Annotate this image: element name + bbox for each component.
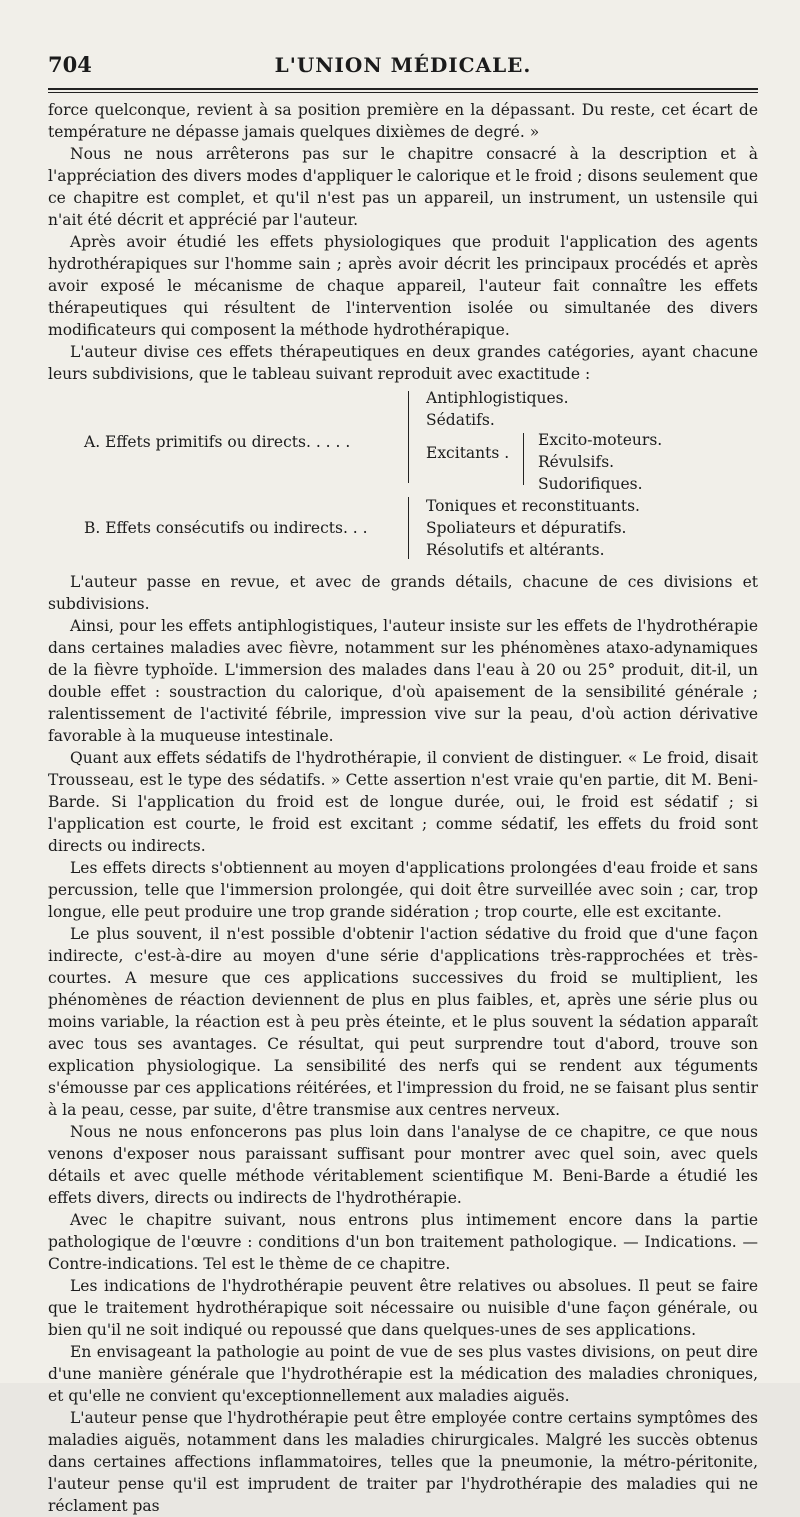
header-rule (48, 88, 758, 93)
paragraphs-bottom (48, 571, 758, 1517)
category-b-item: Résolutifs et altérants. (426, 541, 605, 559)
category-a-label: A. Effets primitifs ou directs. . . . . (84, 433, 351, 451)
excitants-label: Excitants . (426, 444, 510, 462)
brace-excitants (523, 433, 524, 485)
paragraph: En envisageant la pathologie au point de vue de ses plus vastes divisions, on peut dire d'une manière générale que l'hydrothérapie est la médication des maladies chroniques, et qu'elle ne convient qu'exceptionnellement aux maladies aiguës. (48, 1343, 758, 1405)
running-title: L'UNION MÉDICALE. (274, 53, 532, 77)
brace-b (408, 497, 409, 559)
page-header (48, 52, 758, 88)
paragraph: L'auteur divise ces effets thérapeutiques en deux grandes catégories, ayant chacune leurs subdivisions, que le tableau suivant reproduit avec exactitude : (48, 343, 758, 383)
category-a-item: Antiphlogistiques. (426, 389, 569, 407)
paragraph: Le plus souvent, il n'est possible d'obtenir l'action sédative du froid que d'une façon indirecte, c'est-à-dire au moyen d'une série d'applications très-rapprochées et très-courtes. A mesure que ces applications successives du froid se multiplient, les phénomènes de réaction deviennent de plus en plus faibles, et, après une série plus ou moins variable, la réaction est à peu près éteinte, et le plus souvent la sédation apparaît avec tous ses avantages. Ce résultat, qui peut surprendre tout d'abord, trouve son explication physiologique. La sensibilité des nerfs qui se rendent aux téguments s'émousse par ces applications réitérées, et l'impression du froid, ne se faisant plus sentir à la peau, cesse, par suite, d'être transmise aux centres nerveux. (48, 925, 758, 1119)
body-text (48, 99, 758, 1517)
paragraph: L'auteur pense que l'hydrothérapie peut être employée contre certains symptômes des maladies aiguës, notamment dans les maladies chirurgicales. Malgré les succès obtenus dans certaines affections inflammatoires, telles que la pneumonie, la métro-péritonite, l'auteur pense qu'il est imprudent de traiter par l'hydrothérapie des maladies qui ne réclament pas (48, 1409, 758, 1515)
excitants-sub-item: Excito-moteurs. (538, 431, 663, 449)
paragraph: L'auteur passe en revue, et avec de grands détails, chacune de ces divisions et subdivisions. (48, 573, 758, 613)
paragraph: Ainsi, pour les effets antiphlogistiques, l'auteur insiste sur les effets de l'hydrothérapie dans certaines maladies avec fièvre, notamment sur les phénomènes ataxo-adynamiques de la fièvre typhoïde. L'immersion des malades dans l'eau à 20 ou 25° produit, dit-il, un double effet : soustraction du calorique, d'où apaisement de la sensibilité générale ; ralentissement de l'activité fébrile, impression vive sur la peau, d'où action dérivative favorable à la muqueuse intestinale. (48, 617, 758, 745)
page-number: 704 (48, 52, 92, 77)
excitants-sub-item: Révulsifs. (538, 453, 615, 471)
paragraphs-top (48, 99, 758, 385)
classification-table (48, 387, 758, 565)
paragraph: Après avoir étudié les effets physiologiques que produit l'application des agents hydrothérapiques sur l'homme sain ; après avoir décrit les principaux procédés et après avoir exposé le mécanisme de chaque appareil, l'auteur fait connaître les effets thérapeutiques qui résultent de l'intervention isolée ou simultanée des divers modificateurs qui composent la méthode hydrothérapique. (48, 233, 758, 339)
category-b-label: B. Effets consécutifs ou indirects. . . (84, 519, 368, 537)
paragraph: Quant aux effets sédatifs de l'hydrothérapie, il convient de distinguer. « Le froid, disait Trousseau, est le type des sédatifs. » Cette assertion n'est vraie qu'en partie, dit M. Beni-Barde. Si l'application du froid est de longue durée, oui, le froid est sédatif ; si l'application est courte, le froid est excitant ; comme sédatif, les effets du froid sont directs ou indirects. (48, 749, 758, 855)
paragraph: Nous ne nous arrêterons pas sur le chapitre consacré à la description et à l'appréciation des divers modes d'appliquer le calorique et le froid ; disons seulement que ce chapitre est complet, et qu'il n'est pas un appareil, un instrument, un ustensile qui n'ait été décrit et apprécié par l'auteur. (48, 145, 758, 229)
category-b-item: Toniques et reconstituants. (426, 497, 640, 515)
category-a-item: Sédatifs. (426, 411, 495, 429)
paragraph: Avec le chapitre suivant, nous entrons plus intimement encore dans la partie pathologique de l'œuvre : conditions d'un bon traitement pathologique. — Indications. — Contre-indications. Tel est le thème de ce chapitre. (48, 1211, 758, 1273)
paragraph: Les indications de l'hydrothérapie peuvent être relatives ou absolues. Il peut se faire que le traitement hydrothérapique soit nécessaire ou nuisible d'une façon générale, ou bien qu'il ne soit indiqué ou repoussé que dans quelques-unes de ses applications. (48, 1277, 758, 1339)
excitants-sub-item: Sudorifiques. (538, 475, 643, 493)
paragraph: Les effets directs s'obtiennent au moyen d'applications prolongées d'eau froide et sans percussion, telle que l'immersion prolongée, qui doit être surveillée avec soin ; car, trop longue, elle peut produire une trop grande sidération ; trop courte, elle est excitante. (48, 859, 758, 921)
paragraph: force quelconque, revient à sa position première en la dépassant. Du reste, cet écart de température ne dépasse jamais quelques dixièmes de degré. » (48, 101, 758, 141)
brace-a (408, 391, 409, 483)
paragraph: Nous ne nous enfoncerons pas plus loin dans l'analyse de ce chapitre, ce que nous venons d'exposer nous paraissant suffisant pour montrer avec quel soin, avec quels détails et avec quelle méthode véritablement scientifique M. Beni-Barde a étudié les effets divers, directs ou indirects de l'hydrothérapie. (48, 1123, 758, 1207)
category-b-item: Spoliateurs et dépuratifs. (426, 519, 627, 537)
